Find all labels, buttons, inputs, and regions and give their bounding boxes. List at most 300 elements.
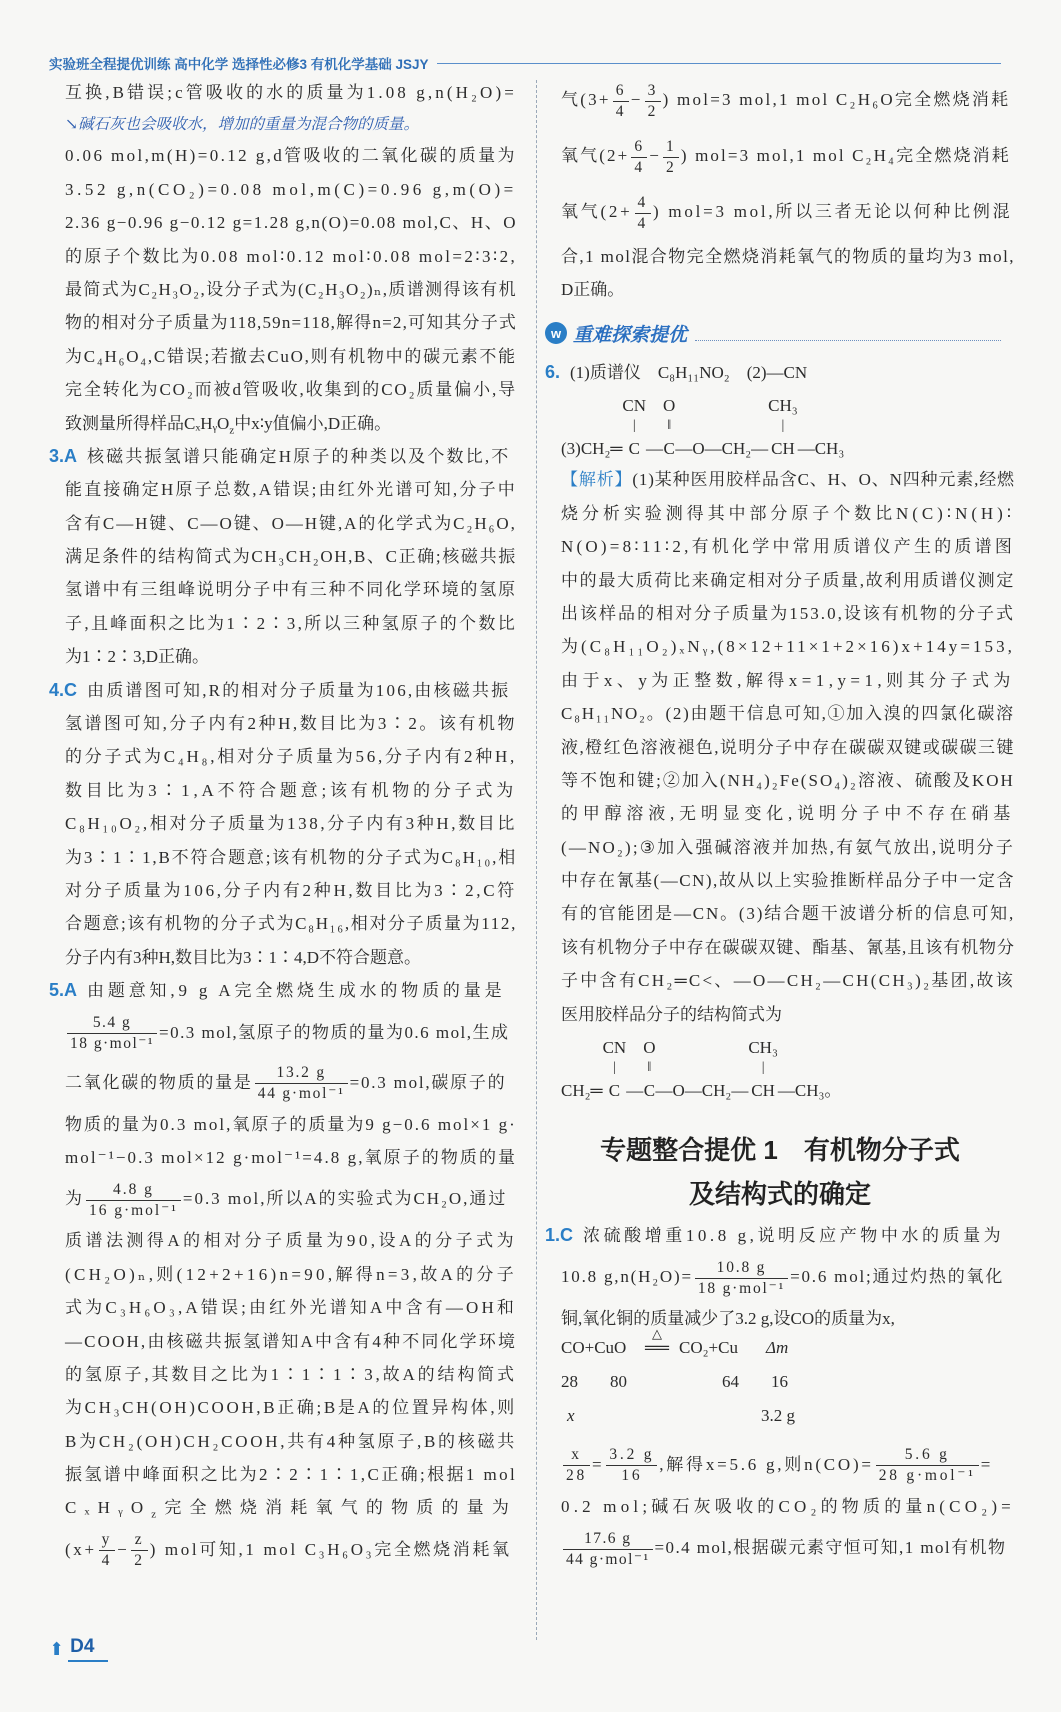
text-line xyxy=(65,240,517,273)
text-line xyxy=(65,373,517,406)
text-line xyxy=(561,72,1015,128)
text-line xyxy=(561,128,1015,184)
text-run: =0.3 mol,氢原子的物质的量为0.6 mol,生成 xyxy=(159,1022,510,1042)
text-run: 为 xyxy=(65,1189,84,1209)
fraction xyxy=(631,137,647,178)
text-line-content xyxy=(65,1291,517,1324)
text-run: 完全转化为CO₂而被d管吸收,收集到的CO₂质量偏小,导 xyxy=(65,380,518,400)
text-run: 子中含有CH₂═C<、—O—CH₂—CH(CH₃)₂基团,故该 xyxy=(561,971,1015,991)
unknown-mass: x xyxy=(567,1405,575,1425)
fraction xyxy=(613,81,629,122)
numerator: 6 xyxy=(631,137,647,158)
text-run: 子,且峰面积之比为1∶2∶3,所以三种氢原子的个数比 xyxy=(65,613,518,633)
atom-group: C xyxy=(663,439,675,459)
text-line-content xyxy=(561,1252,1004,1302)
text-run: = xyxy=(592,1454,605,1474)
text-line xyxy=(49,674,517,707)
text-line-content xyxy=(561,731,1015,764)
text-line-content xyxy=(561,664,1015,697)
text-line-content xyxy=(49,440,510,473)
numerator: 5.4 g xyxy=(67,1013,157,1034)
text-line xyxy=(561,931,1015,964)
text-run: 氢谱图可知,分子内有2种H,数目比为3∶2。该有机物 xyxy=(65,714,518,734)
bond-line: ‖ xyxy=(667,418,672,434)
text-line xyxy=(561,1523,1015,1573)
text-run: 完全燃烧消耗氧气的物质的量为 xyxy=(164,1498,518,1518)
formula-atom xyxy=(656,1037,673,1105)
text-line xyxy=(65,740,517,773)
formula-atom xyxy=(798,395,815,463)
text-run: 该有机物分子中存在碳碳双键、酯基、氰基,且该有机物分 xyxy=(561,937,1015,957)
text-line-content xyxy=(561,1490,1015,1523)
text-line xyxy=(65,1258,517,1291)
text-run: 合,1 mol混合物完全燃烧消耗氧气的物质的量均为3 mol, xyxy=(561,247,1015,266)
denominator: 44 g·mol⁻¹ xyxy=(257,1085,345,1103)
text-line xyxy=(65,707,517,740)
text-line xyxy=(561,998,1015,1031)
fraction xyxy=(563,1529,653,1570)
handwritten-note: ↘碱石灰也会吸收水，增加的重量为混合物的质量。 xyxy=(65,115,419,134)
text-run: 式为C₃H₆O₃,A错误;由红外光谱知A中含有—OH和 xyxy=(65,1298,518,1318)
text-line-content xyxy=(561,1523,1006,1573)
fraction xyxy=(606,1445,657,1486)
text-run: =0.3 mol,碳原子的 xyxy=(349,1072,507,1092)
fraction xyxy=(86,1180,181,1221)
atom-group: — xyxy=(675,439,693,459)
text-line-content xyxy=(65,607,517,640)
text-run: 中存在氰基(—CN),故从以上实验推断样品分子中一定含 xyxy=(561,871,1015,891)
text-run: 由于x、y为正整数,解得x=1,y=1,则其分子式为 xyxy=(561,670,1015,690)
text-run: 出该样品的相对分子质量为153.0,设该有机物的分子式 xyxy=(561,603,1016,623)
text-line-content xyxy=(65,1425,517,1458)
text-line xyxy=(65,1358,517,1391)
fraction xyxy=(99,1530,115,1571)
atom-group: — xyxy=(626,1081,644,1101)
text-run: 液,橙红色溶液褪色,说明分子中存在碳碳双键或碳碳三键 xyxy=(561,737,1015,757)
text-line-content xyxy=(65,1358,517,1391)
text-run: 铜,氧化铜的质量减少了3.2 g,设CO的质量为x, xyxy=(561,1309,895,1329)
denominator: 28 xyxy=(566,1467,588,1485)
text-run: CₓHᵧO xyxy=(65,1498,152,1518)
subscript: z xyxy=(151,1508,165,1521)
molar-mass: 16 xyxy=(771,1371,788,1391)
text-line xyxy=(561,864,1015,897)
text-line xyxy=(561,1302,1015,1335)
text-line xyxy=(65,473,517,506)
text-line xyxy=(65,807,517,840)
header-rule xyxy=(437,63,1001,64)
text-run: 氧气(2+ xyxy=(561,146,630,165)
text-run: 物质的量为0.3 mol,氧原子的质量为9 g−0.6 mol×1 g· xyxy=(65,1114,517,1134)
structural-formula xyxy=(561,1031,1015,1105)
text-line-content xyxy=(65,841,517,874)
atom-group: O xyxy=(672,1081,685,1101)
text-line xyxy=(561,1440,1015,1490)
atom-group: C xyxy=(643,1081,656,1101)
text-line-content xyxy=(561,128,1011,184)
text-line-content xyxy=(65,473,517,506)
formula-prefix-text: (3) xyxy=(561,439,581,459)
text-line-content xyxy=(65,240,517,273)
text-line xyxy=(65,774,517,807)
text-line-content xyxy=(561,72,1010,128)
text-run: 质谱法测得A的相对分子质量为90,设A的分子式为 xyxy=(65,1231,518,1251)
text-line xyxy=(65,1058,517,1108)
text-run: 浓硫酸增重10.8 g,说明反应产物中水的质量为 xyxy=(583,1226,1005,1245)
atom-group: ═ xyxy=(590,1081,603,1101)
text-run: 核磁共振氢谱只能确定H原子的种类以及个数比,不 xyxy=(87,446,511,466)
text-line xyxy=(65,1425,517,1458)
text-line xyxy=(561,273,1015,306)
text-line xyxy=(561,184,1015,240)
fraction xyxy=(563,1445,590,1486)
bond-line: | xyxy=(632,418,636,434)
numerator: 17.6 g xyxy=(563,1529,653,1550)
numerator: 5.6 g xyxy=(876,1445,979,1466)
text-run: 分子内有3种H,数目比为3∶1∶4,D不符合题意。 xyxy=(65,947,422,967)
text-line xyxy=(65,340,517,373)
text-line xyxy=(561,564,1015,597)
text-run: —COOH,由核磁共振氢谱知A中含有4种不同化学环境 xyxy=(65,1331,518,1351)
text-run: 氢谱中有三组峰说明分子中有三种不同化学环境的氢原 xyxy=(65,580,517,600)
formula-atom xyxy=(705,395,722,463)
formula-atom xyxy=(561,1037,591,1105)
section-rule xyxy=(695,326,1001,341)
text-run: =0.6 mol;通过灼热的氧化 xyxy=(790,1267,1005,1287)
text-run: 为(C₈H₁₁O₂)ₓNᵧ,(8×12+11×1+2×16)x+14y=153, xyxy=(561,637,1015,657)
fraction xyxy=(635,193,652,234)
formula-atom xyxy=(768,395,798,463)
formula-atom xyxy=(815,395,845,463)
text-line-content xyxy=(65,1258,517,1291)
text-run: = xyxy=(980,1454,994,1474)
fraction xyxy=(67,1013,157,1054)
atom-group: — xyxy=(646,439,664,459)
page-number: D4 xyxy=(68,1636,108,1662)
text-line-content xyxy=(65,1058,506,1108)
atom-group: C xyxy=(608,1081,621,1101)
numerator: y xyxy=(99,1530,115,1551)
text-line-content xyxy=(545,1219,1004,1252)
text-line xyxy=(65,139,517,172)
text-line xyxy=(65,1008,517,1058)
text-line-content xyxy=(561,564,1015,597)
text-line xyxy=(561,731,1015,764)
text-run: 数目比为3∶1,A不符合题意;该有机物的分子式为 xyxy=(65,780,517,800)
numerator: 3 xyxy=(645,81,661,102)
text-line xyxy=(65,1224,517,1257)
text-line xyxy=(561,831,1015,864)
formula-atom xyxy=(663,395,675,463)
text-line xyxy=(65,1525,517,1575)
lightbulb-icon: w xyxy=(545,322,567,344)
chapter-title-line-2: 及结构式的确定 xyxy=(688,1179,871,1209)
text-line xyxy=(65,1291,517,1324)
fraction xyxy=(645,81,661,122)
text-run: B为CH₂(OH)CH₂COOH,共有4种氢原子,B的核磁共 xyxy=(65,1431,518,1451)
text-line xyxy=(65,273,517,306)
text-line xyxy=(65,941,517,974)
denominator: 2 xyxy=(647,102,658,120)
formula-prefix xyxy=(561,395,581,463)
molar-mass: 80 xyxy=(610,1371,627,1391)
text-line-content xyxy=(561,831,1015,864)
question-1-lines-after xyxy=(561,1440,1015,1573)
text-line xyxy=(561,764,1015,797)
text-line-content xyxy=(561,630,1015,663)
formula-atom xyxy=(702,1037,732,1105)
text-run: 0.2 mol;碱石灰吸收的CO₂的物质的量n(CO₂)= xyxy=(561,1496,1015,1516)
text-run: 含有C—H键、C—O键、O—H键,A的化学式为C₂H₆O, xyxy=(65,513,517,533)
text-line xyxy=(65,540,517,573)
book-title: 实验班全程提优训练 高中化学 选择性必修3 有机化学基础 JSJY xyxy=(49,57,429,72)
text-run: (x+ xyxy=(65,1539,97,1559)
text-run: ) mol=3 mol,1 mol C₂H₆O完全燃烧消耗 xyxy=(662,90,1011,109)
substituent: O xyxy=(663,396,676,416)
question-number: 4.C xyxy=(49,679,78,700)
text-line xyxy=(561,240,1015,273)
text-line xyxy=(65,907,517,940)
numerator: 4 xyxy=(635,193,652,214)
text-line xyxy=(65,507,517,540)
text-run: 0.06 mol,m(H)=0.12 g,d管吸收的二氧化碳的质量为 xyxy=(65,146,517,166)
numerator: 13.2 g xyxy=(255,1063,348,1084)
text-run: 有的官能团是—CN。(3)结合题干波谱分析的信息可知, xyxy=(561,904,1016,924)
formula-atom xyxy=(610,395,622,463)
text-line-content xyxy=(65,139,517,172)
text-run: D正确。 xyxy=(561,280,625,300)
text-line-content xyxy=(561,497,1015,530)
text-run: 中x∶y值偏小,D正确。 xyxy=(234,413,392,433)
text-run: 由题意知,9 g A完全燃烧生成水的物质的量是 xyxy=(87,981,506,1001)
text-line xyxy=(65,607,517,640)
text-run: 互换,B错误;c管吸收的水的质量为1.08 g,n(H₂O)= xyxy=(65,83,517,102)
text-run: 为3∶1∶1,B不符合题意;该有机物的分子式为C₈H₁₀,相 xyxy=(65,847,518,867)
formula-atom xyxy=(731,1037,748,1105)
section-title: 重难探索提优 xyxy=(573,324,688,346)
atom-group: ═ xyxy=(610,439,623,459)
text-line xyxy=(65,1391,517,1424)
text-run: (CH₂O)ₙ,则(12+2+16)n=90,解得n=3,故A的分子 xyxy=(65,1264,518,1284)
text-run: 满足条件的结构简式为CH₃CH₂OH,B、C正确;核磁共振 xyxy=(65,547,517,567)
text-line-content xyxy=(65,206,517,239)
question-6-answer xyxy=(545,356,1016,1105)
text-line-content xyxy=(65,507,517,540)
text-run: 等不饱和键;②加入(NH₄)₂Fe(SO₄)₂溶液、硫酸及KOH xyxy=(561,770,1015,790)
formula-atom xyxy=(722,395,752,463)
text-line-content xyxy=(49,974,505,1007)
text-line xyxy=(561,697,1015,730)
text-run: 气(3+ xyxy=(561,90,611,109)
denominator: 18 g·mol⁻¹ xyxy=(697,1279,786,1297)
formula-atom xyxy=(751,395,768,463)
text-line-content xyxy=(561,240,1015,273)
text-run: =0.4 mol,根据碳元素守恒可知,1 mol有机物 xyxy=(654,1538,1007,1558)
atom-group: O xyxy=(692,439,705,459)
fraction xyxy=(255,1063,348,1104)
text-line-content xyxy=(561,463,1015,496)
subscript: z xyxy=(229,423,235,436)
denominator: 4 xyxy=(101,1552,113,1570)
substituent: CH₃ xyxy=(748,1038,778,1058)
analysis-tag: 【解析】 xyxy=(561,470,633,490)
question-number: 1.C xyxy=(545,1225,574,1245)
substituent: CN xyxy=(602,1038,627,1058)
atom-group: CH₂ xyxy=(721,439,752,459)
chapter-title-line-1: 专题整合提优 1 有机物分子式 xyxy=(600,1135,960,1165)
reaction-equation xyxy=(561,1325,1015,1440)
substituent: CH₃ xyxy=(768,396,798,416)
text-line-content xyxy=(49,674,510,707)
atom-group: C xyxy=(628,439,640,459)
formula-atom xyxy=(675,395,692,463)
formula-atom xyxy=(622,395,646,463)
text-line xyxy=(65,1491,517,1524)
formula-atom xyxy=(692,395,704,463)
text-run: (1)质谱仪 C₈H₁₁NO₂ (2)—CN xyxy=(570,363,808,382)
section-header xyxy=(545,318,1001,348)
fraction xyxy=(695,1258,788,1299)
structural-formula xyxy=(561,389,1015,463)
text-line-content xyxy=(65,740,517,773)
atom-group: CH₂ xyxy=(701,1081,732,1101)
text-line-content xyxy=(65,573,517,606)
text-run: 振氢谱中峰面积之比为2∶2∶1∶1,C正确;根据1 mol xyxy=(65,1465,518,1485)
text-line-content xyxy=(65,1525,512,1575)
text-line xyxy=(65,1458,517,1491)
text-run: − xyxy=(117,1539,130,1559)
denominator: 28 g·mol⁻¹ xyxy=(878,1467,976,1485)
text-line xyxy=(545,1219,1015,1252)
text-line-content xyxy=(65,540,517,573)
chapter-title xyxy=(545,1128,1015,1216)
text-run: − xyxy=(630,90,643,109)
substituent: O xyxy=(643,1038,656,1058)
text-line xyxy=(561,664,1015,697)
formula-atom xyxy=(673,1037,685,1105)
question-number: 5.A xyxy=(49,980,78,1001)
numerator: x xyxy=(563,1445,590,1466)
text-line xyxy=(65,573,517,606)
text-line-content xyxy=(65,941,421,974)
formula-atom xyxy=(581,395,611,463)
text-line-content xyxy=(561,697,1015,730)
equation-reactants: CO+CuO xyxy=(561,1337,627,1357)
heat-condition-icon: △ xyxy=(652,1325,662,1341)
equation-products: CO₂+Cu xyxy=(679,1337,738,1357)
text-line xyxy=(65,407,517,440)
text-run: 为CH₃CH(OH)COOH,B正确;B是A的位置异构体,则 xyxy=(65,1398,517,1418)
equation-arrow: ══ xyxy=(644,1337,670,1357)
text-run: 2.36 g−0.96 g−0.12 g=1.28 g,n(O)=0.08 mol,C、H、O xyxy=(65,213,518,233)
right-column-top xyxy=(561,72,1015,307)
text-line-content xyxy=(561,764,1015,797)
atom-group: CH₃ xyxy=(814,439,845,459)
text-run: 对分子质量为106,分子内有2种H,数目比为3∶2,C符 xyxy=(65,880,517,900)
text-run: 3.52 g,n(CO₂)=0.08 mol,m(C)=0.96 g,m(O)= xyxy=(65,179,517,199)
text-run: 10.8 g,n(H₂O)= xyxy=(561,1267,693,1287)
text-line xyxy=(65,206,517,239)
text-line-content xyxy=(65,1458,517,1491)
text-line-content xyxy=(65,1391,517,1424)
text-line-content xyxy=(561,931,1015,964)
text-line xyxy=(561,1252,1015,1302)
text-line-content xyxy=(65,1224,517,1257)
text-run: 的甲醇溶液,无明显变化,说明分子中不存在硝基 xyxy=(561,804,1016,824)
question-1-lines-before xyxy=(545,1219,1015,1336)
text-line xyxy=(561,1490,1015,1523)
text-line-content xyxy=(561,998,782,1031)
formula-atom xyxy=(795,1037,825,1105)
text-run: ) mol可知,1 mol C₃H₆O₃完全燃烧消耗氧 xyxy=(149,1539,512,1559)
formula-atom xyxy=(778,1037,795,1105)
text-run: 的氢原子,其数目之比为1∶1∶1∶3,故A的结构简式 xyxy=(65,1364,517,1384)
bond-line: | xyxy=(761,1060,765,1076)
numerator: 1 xyxy=(663,137,679,158)
text-line xyxy=(49,974,517,1007)
text-line-content xyxy=(65,874,517,907)
text-run: 最简式为C₂H₃O₂,设分子式为(C₂H₃O₂)ₙ,质谱测得该有机 xyxy=(65,279,518,299)
atom-group: CH₂ xyxy=(580,439,611,459)
bond-line: | xyxy=(613,1060,616,1076)
text-line-content xyxy=(561,1302,895,1335)
text-run: 由质谱图可知,R的相对分子质量为106,由核磁共振 xyxy=(87,680,511,700)
formula-atom xyxy=(646,395,663,463)
text-line-content xyxy=(65,707,517,740)
formula-suffix-text: 。 xyxy=(824,1081,842,1101)
text-line xyxy=(65,640,517,673)
atom-group: — xyxy=(655,1081,673,1101)
text-run: (1)某种医用胶样品含C、H、O、N四种元素,经燃 xyxy=(632,470,1015,490)
text-line-content xyxy=(545,356,807,389)
text-run: C₈H₁₀O₂,相对分子质量为138,分子内有3种H,数目比 xyxy=(65,814,517,834)
text-line-content xyxy=(561,864,1015,897)
text-run: 烧分析实验测得其中部分原子个数比N(C)∶N(H)∶ xyxy=(561,503,1016,523)
formula-atom xyxy=(643,1037,655,1105)
text-line-content xyxy=(65,173,517,206)
formula-atom xyxy=(748,1037,778,1105)
formula-atom xyxy=(591,1037,603,1105)
text-line-content xyxy=(561,273,624,306)
text-line xyxy=(65,1141,517,1174)
fraction xyxy=(663,137,679,178)
atom-group: — xyxy=(751,439,769,459)
denominator: 16 g·mol⁻¹ xyxy=(88,1201,178,1219)
formula-atom xyxy=(685,1037,702,1105)
text-line-content xyxy=(65,306,517,339)
text-line-content xyxy=(65,1174,507,1224)
formula-atom xyxy=(626,1037,643,1105)
text-run: − xyxy=(649,146,662,165)
fraction xyxy=(131,1530,147,1571)
denominator: 4 xyxy=(637,214,648,232)
text-line-content xyxy=(65,640,209,673)
text-line xyxy=(65,1108,517,1141)
text-line-content xyxy=(561,797,1015,830)
text-line-content xyxy=(65,273,517,306)
denominator: 16 xyxy=(621,1467,643,1485)
text-line-content xyxy=(65,807,517,840)
numerator: z xyxy=(131,1530,147,1551)
bond-line: | xyxy=(781,418,785,434)
denominator: 4 xyxy=(615,102,626,120)
text-line-content xyxy=(65,76,517,109)
text-run: 二氧化碳的物质的量是 xyxy=(65,1072,253,1092)
text-line-content xyxy=(65,907,517,940)
left-column xyxy=(49,76,518,1575)
text-line-content xyxy=(561,597,1015,630)
text-line xyxy=(65,841,517,874)
